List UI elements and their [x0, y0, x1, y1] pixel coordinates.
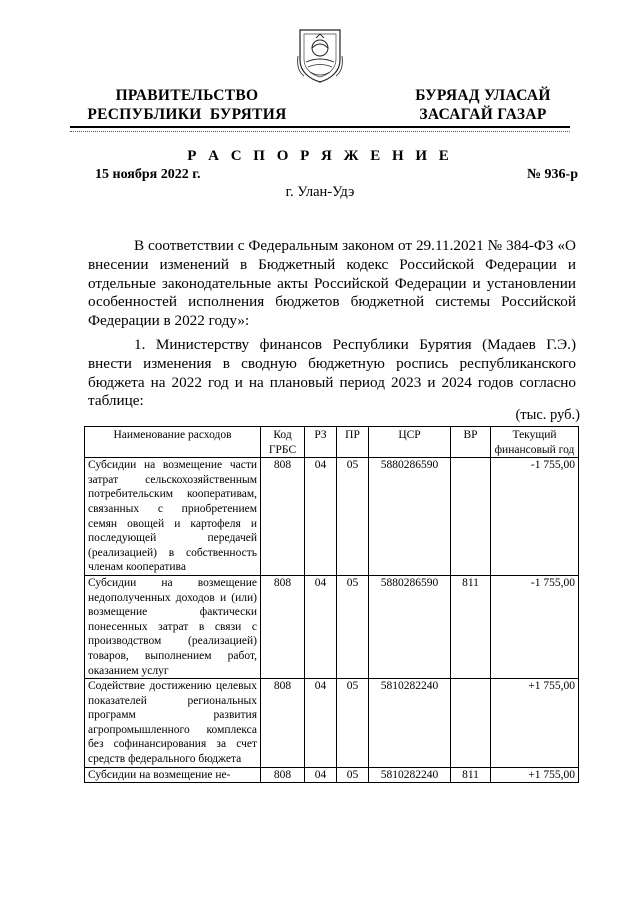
cell-grbs: 808: [261, 767, 305, 783]
issuer-line: БУРЯАД УЛАСАЙ: [415, 87, 551, 104]
table-row: [85, 767, 579, 783]
cell-pr: 05: [337, 679, 369, 768]
col-header-grbs: Код ГРБС: [261, 427, 305, 458]
header-divider-dotted: [70, 131, 570, 132]
issuer-name-buryat: [398, 86, 568, 124]
cell-rz: 04: [305, 575, 337, 678]
preamble-paragraph: [88, 237, 576, 331]
cell-vr: [451, 679, 491, 768]
cell-name: Субсидии на возмещение части затрат сельскохозяйственным потребительским кооперативам, связанных с приобретением семян овощей и картофеля и последующей передачей (реализацией) в собственность членам кооператива: [85, 458, 261, 576]
col-header-amount: Текущий финансовый год: [491, 427, 579, 458]
document-city: г. Улан-Удэ: [285, 184, 355, 200]
cell-amount: -1 755,00: [491, 575, 579, 678]
cell-pr: 05: [337, 575, 369, 678]
table-row: [85, 458, 579, 576]
col-header-name: Наименование расходов: [85, 427, 261, 458]
cell-rz: 04: [305, 458, 337, 576]
document-title: Р А С П О Р Я Ж Е Н И Е: [187, 148, 453, 164]
cell-name: Субсидии на возмещение недополученных доходов и (или) возмещение фактически понесенных затрат в связи с производством (реализацией) товаров, выполнением работ, оказанием услуг: [85, 575, 261, 678]
issuer-line: ЗАСАГАЙ ГАЗАР: [419, 106, 547, 123]
cell-vr: 811: [451, 767, 491, 783]
cell-pr: 05: [337, 458, 369, 576]
cell-csr: 5810282240: [369, 679, 451, 768]
cell-csr: 5880286590: [369, 458, 451, 576]
document-number: № 936-р: [526, 167, 578, 182]
cell-amount: +1 755,00: [491, 767, 579, 783]
issuer-line: ПРАВИТЕЛЬСТВО: [115, 87, 259, 104]
table-row: [85, 679, 579, 768]
cell-grbs: 808: [261, 575, 305, 678]
table-header-row: [85, 427, 579, 458]
cell-vr: [451, 458, 491, 576]
units-label: (тыс. руб.): [515, 407, 580, 423]
issuer-line: РЕСПУБЛИКИ БУРЯТИЯ: [87, 106, 287, 123]
cell-name: Содействие достижению целевых показателей региональных программ развития агропромышленного комплекса без софинансирования за счет средств федерального бюджета: [85, 679, 261, 768]
cell-rz: 04: [305, 679, 337, 768]
preamble-text: В соответствии с Федеральным законом от 29.11.2021 № 384-ФЗ «О внесении изменений в Бюджетный кодекс Российской Федерации и отдельные законодательные акты Российской Федерации и установлении особенностей исполнения бюджетов бюджетной системы Российской Федерации в 2022 году»:: [88, 237, 576, 330]
cell-vr: 811: [451, 575, 491, 678]
cell-csr: 5810282240: [369, 767, 451, 783]
cell-grbs: 808: [261, 679, 305, 768]
table-row: [85, 575, 579, 678]
col-header-vr: ВР: [451, 427, 491, 458]
document-date: 15 ноября 2022 г.: [95, 167, 201, 182]
col-header-csr: ЦСР: [369, 427, 451, 458]
cell-amount: +1 755,00: [491, 679, 579, 768]
col-header-pr: ПР: [337, 427, 369, 458]
coat-of-arms-emblem: [292, 26, 348, 84]
cell-pr: 05: [337, 767, 369, 783]
cell-amount: -1 755,00: [491, 458, 579, 576]
col-header-rz: РЗ: [305, 427, 337, 458]
cell-grbs: 808: [261, 458, 305, 576]
cell-rz: 04: [305, 767, 337, 783]
budget-changes-table: [84, 426, 579, 783]
issuer-name-russian: [82, 86, 292, 124]
cell-name: Субсидии на возмещение не-: [85, 767, 261, 783]
header-divider: [70, 126, 570, 128]
instruction-paragraph: [88, 336, 576, 411]
cell-csr: 5880286590: [369, 575, 451, 678]
instruction-text: 1. Министерству финансов Республики Бурятия (Мадаев Г.Э.) внести изменения в сводную бюджетную роспись республиканского бюджета на 2022 год и на плановый период 2023 и 2024 годов согласно таблице:: [88, 336, 576, 410]
